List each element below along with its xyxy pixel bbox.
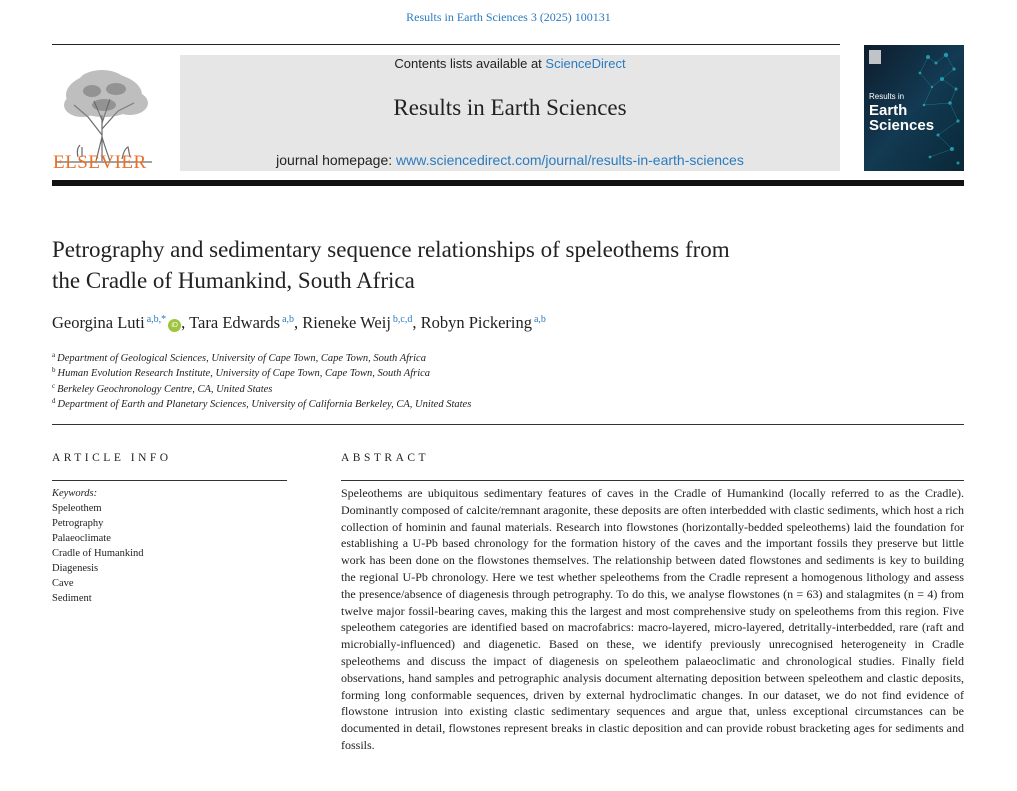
article-title [52,234,892,296]
article-title-line: the Cradle of Humankind, South Africa [52,268,415,293]
author-affiliation-marker[interactable]: b,c,d [392,314,413,325]
journal-header-box [180,55,840,171]
affiliation-item [52,394,952,409]
homepage-line [180,152,840,168]
affiliation-item [52,348,952,363]
affiliation-item [52,363,952,378]
affiliation-key: a [52,351,56,359]
affiliation-item [52,379,952,394]
author-name[interactable]: Georgina Luti [52,313,145,332]
affiliation-text: Department of Earth and Planetary Sciences, University of California Berkeley, CA, United States [57,398,472,410]
abstract-heading: ABSTRACT [341,452,430,464]
keyword-item: Cave [52,578,74,589]
affiliation-divider [52,424,964,425]
author-name[interactable]: Tara Edwards [189,313,281,332]
cover-title-line2: Sciences [869,117,935,134]
author-affiliation-marker[interactable]: a,b,* [146,314,167,325]
cover-title-line1: Earth [869,102,908,119]
author-separator: , [294,313,303,332]
elsevier-wordmark: ELSEVIER [53,152,147,173]
contents-prefix: Contents lists available at [394,56,546,71]
keyword-item: Palaeoclimate [52,533,111,544]
keyword-item: Cradle of Humankind [52,548,144,559]
homepage-prefix: journal homepage: [276,152,397,168]
author-name[interactable]: Robyn Pickering [420,313,532,332]
keyword-item: Petrography [52,518,104,529]
abstract-divider [341,480,964,481]
article-info-divider [52,480,287,481]
affiliation-text: Human Evolution Research Institute, University of Cape Town, Cape Town, South Africa [57,368,431,380]
affiliation-list [52,348,952,409]
author-name[interactable]: Rieneke Weij [302,313,391,332]
journal-citation-link[interactable]: Results in Earth Sciences 3 (2025) 100131 [406,10,611,24]
contents-line [180,56,840,71]
journal-title: Results in Earth Sciences [393,95,627,120]
author-separator: , [412,313,421,332]
keywords-block [52,486,287,606]
top-divider [52,44,840,45]
affiliation-key: d [52,396,56,405]
author-affiliation-marker[interactable]: a,b [282,314,295,325]
article-title-line: Petrography and sedimentary sequence relationships of speleothems from [52,237,730,262]
cover-title-small: Results in [869,92,905,101]
sciencedirect-link[interactable]: ScienceDirect [545,56,626,71]
author-affiliation-marker[interactable]: a,b [533,314,546,325]
cover-title [869,93,934,133]
article-info-heading: ARTICLE INFO [52,452,172,464]
abstract-text: Speleothems are ubiquitous sedimentary features of caves in the Cradle of Humankind (locally referred to as the Cradle). Dominantly composed of calcite/remnant aragonite, these deposits are often interbedded with clastic sediments, which host a rich collection of hominin and faunal materials. Research into flowstones (horizontally-bedded speleothems) laid the foundation for establishing a U-Pb based chronology for the formation history of the caves and the important fossils they preserve but little work has been done on the flowstones themselves. The relationship between dated flowstones and sediments is key to building the regional U-Pb chronology. Here we test whether speleothems from the Cradle represent a homogenous lithology and assess the presence/absence of diagenesis through petrography. To do this, we analyse flowstones (n = 63) and stalagmites (n = 4) from twelve major fossil-bearing caves, making this the largest and most comprehensive study on speleothems from this region. Five speleothem categories are identified based on macrofabrics: macro-layered, micro-layered, detritally-interbedded, rare (raft and microbially-influenced) and diagenetic. Based on these, we identify previously unrecognised heterogeneity in Cradle speleothems and discuss the impact of diagenesis on speleothem palaeoclimatic and chronological studies. Finally field observations, hand samples and petrographic analysis document alternating deposition between speleothem and clastic deposits, forming long conformable sequences, driven by external hydroclimatic changes. In our dataset, we do not find evidence of flowstone intrusion into existing clastic sedimentary sequences and argue that, unless exceptional circumstances can be documented in detail, flowstones represent breaks in clastic deposition and can provide robust bracketing ages for sediments and fossils. [341,486,964,752]
affiliation-key: c [52,381,56,390]
orcid-icon[interactable]: iD [168,319,181,332]
keywords-label: Keywords: [52,488,98,499]
keyword-list [52,501,287,606]
affiliation-text: Department of Geological Sciences, University of Cape Town, Cape Town, South Africa [57,353,426,364]
journal-homepage-link[interactable]: www.sciencedirect.com/journal/results-in-earth-sciences [396,152,744,168]
affiliation-key: b [52,366,56,375]
keyword-item: Speleothem [52,503,102,514]
author-separator: , [181,313,190,332]
header-thick-divider [52,180,964,186]
keyword-item: Sediment [52,593,92,604]
author-list [52,313,952,333]
keyword-item: Diagenesis [52,563,99,574]
affiliation-text: Berkeley Geochronology Centre, CA, United States [57,383,273,395]
journal-cover-thumbnail[interactable] [864,45,964,171]
